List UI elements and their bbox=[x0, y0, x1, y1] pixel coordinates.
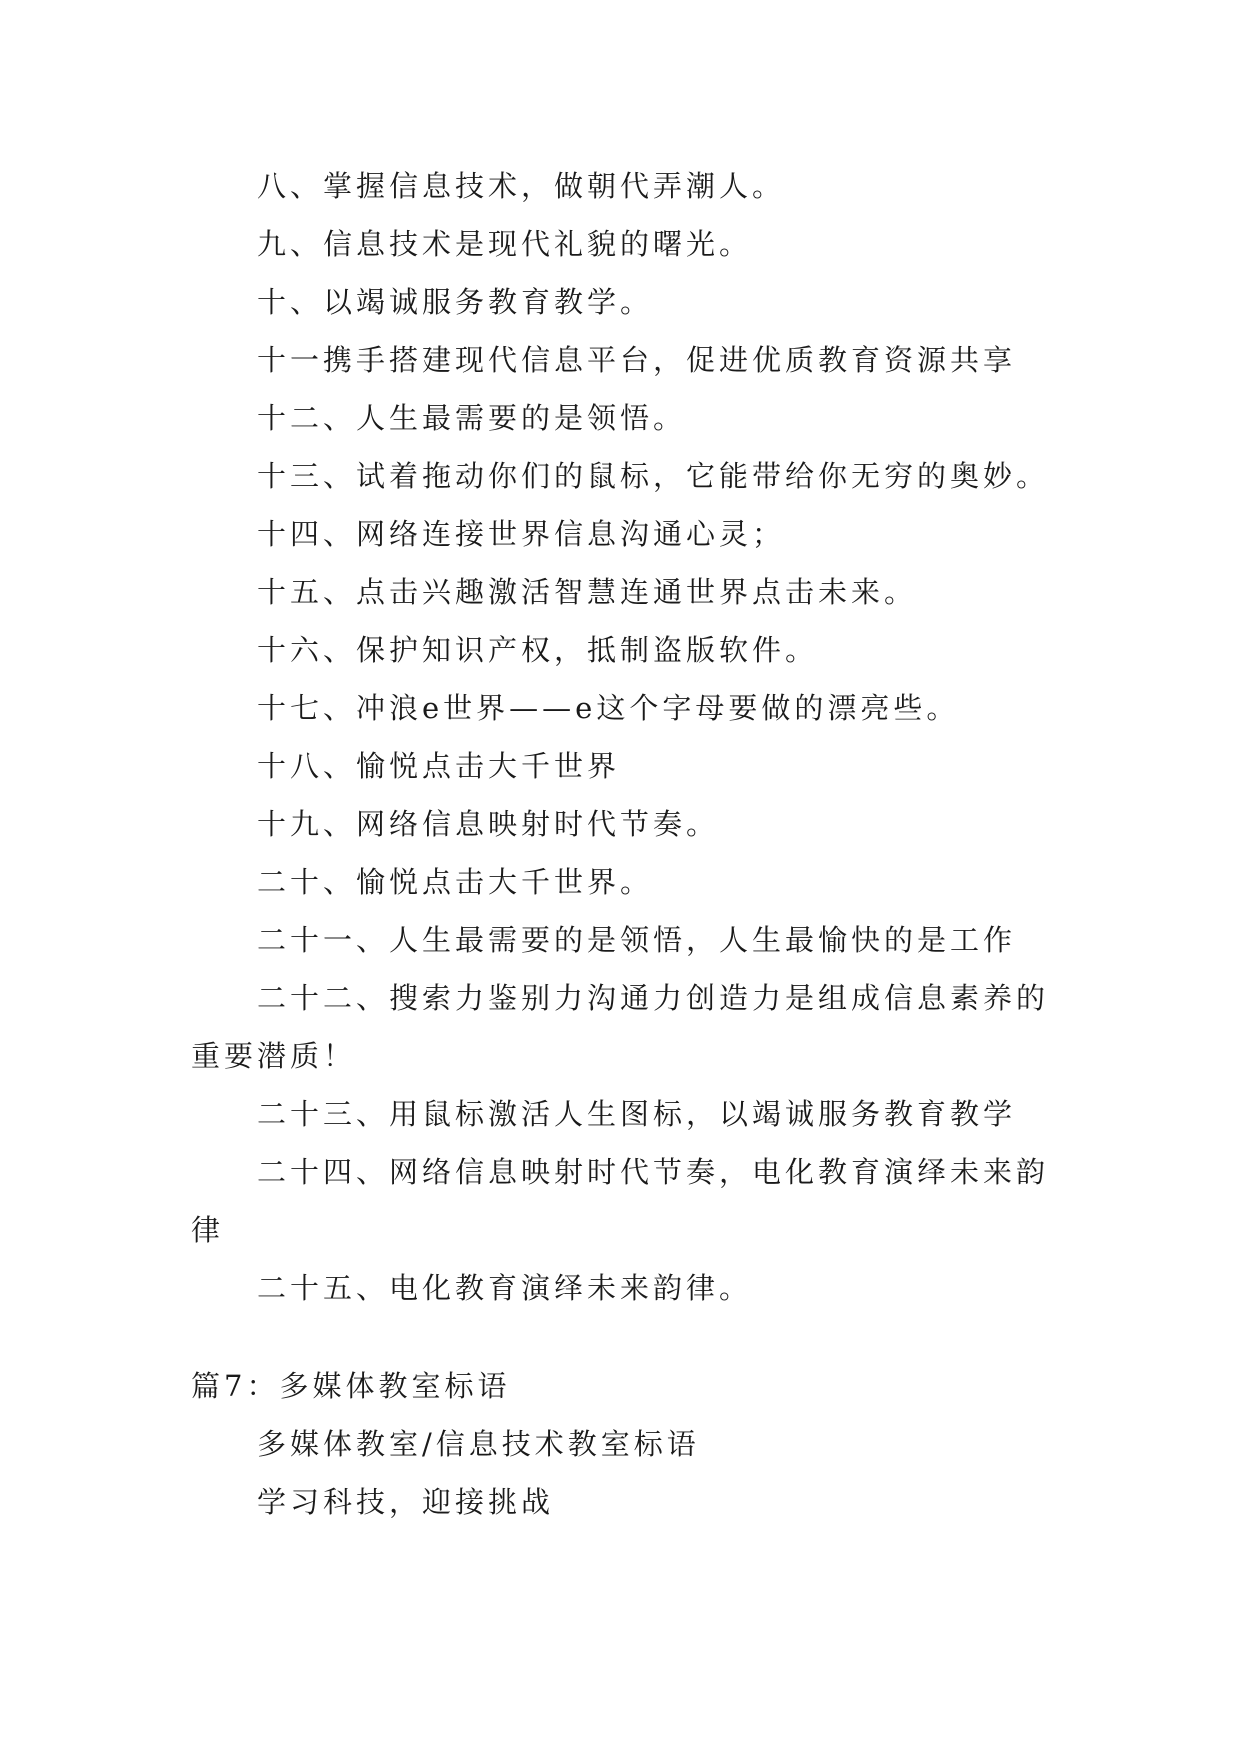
slogan-line: 十八、愉悦点击大千世界 bbox=[257, 749, 621, 783]
slogan-line: 二十三、用鼠标激活人生图标，以竭诚服务教育教学 bbox=[257, 1097, 1017, 1131]
slogan-line: 二十、愉悦点击大千世界。 bbox=[257, 865, 654, 899]
slogan-line: 十六、保护知识产权，抵制盗版软件。 bbox=[257, 633, 819, 667]
slogan-line: 十五、点击兴趣激活智慧连通世界点击未来。 bbox=[257, 575, 918, 609]
slogan-line: 十、以竭诚服务教育教学。 bbox=[257, 285, 654, 319]
slogan-line: 十一携手搭建现代信息平台，促进优质教育资源共享 bbox=[257, 343, 1017, 377]
section-heading: 篇7：多媒体教室标语 bbox=[191, 1369, 511, 1403]
slogan-line: 二十一、人生最需要的是领悟，人生最愉快的是工作 bbox=[257, 923, 1017, 957]
slogan-line: 十三、试着拖动你们的鼠标，它能带给你无穷的奥妙。 bbox=[257, 459, 1050, 493]
slogan-line: 十二、人生最需要的是领悟。 bbox=[257, 401, 687, 435]
slogan-paragraph: 二十二、搜索力鉴别力沟通力创造力是组成信息素养的重要潜质！ bbox=[191, 981, 1050, 1073]
section-line: 学习科技，迎接挑战 bbox=[257, 1485, 555, 1519]
document-body bbox=[191, 157, 1061, 1531]
slogan-line: 十四、网络连接世界信息沟通心灵； bbox=[257, 517, 786, 551]
section-spacer bbox=[191, 1317, 1061, 1357]
slogan-paragraph: 二十四、网络信息映射时代节奏，电化教育演绎未来韵律 bbox=[191, 1155, 1050, 1247]
slogan-line: 八、掌握信息技术，做朝代弄潮人。 bbox=[257, 169, 786, 203]
section-line: 多媒体教室/信息技术教室标语 bbox=[257, 1427, 700, 1461]
slogan-line: 十九、网络信息映射时代节奏。 bbox=[257, 807, 720, 841]
slogan-line: 九、信息技术是现代礼貌的曙光。 bbox=[257, 227, 753, 261]
slogan-line: 十七、冲浪e世界——e这个字母要做的漂亮些。 bbox=[257, 691, 960, 725]
slogan-line: 二十五、电化教育演绎未来韵律。 bbox=[257, 1271, 753, 1305]
